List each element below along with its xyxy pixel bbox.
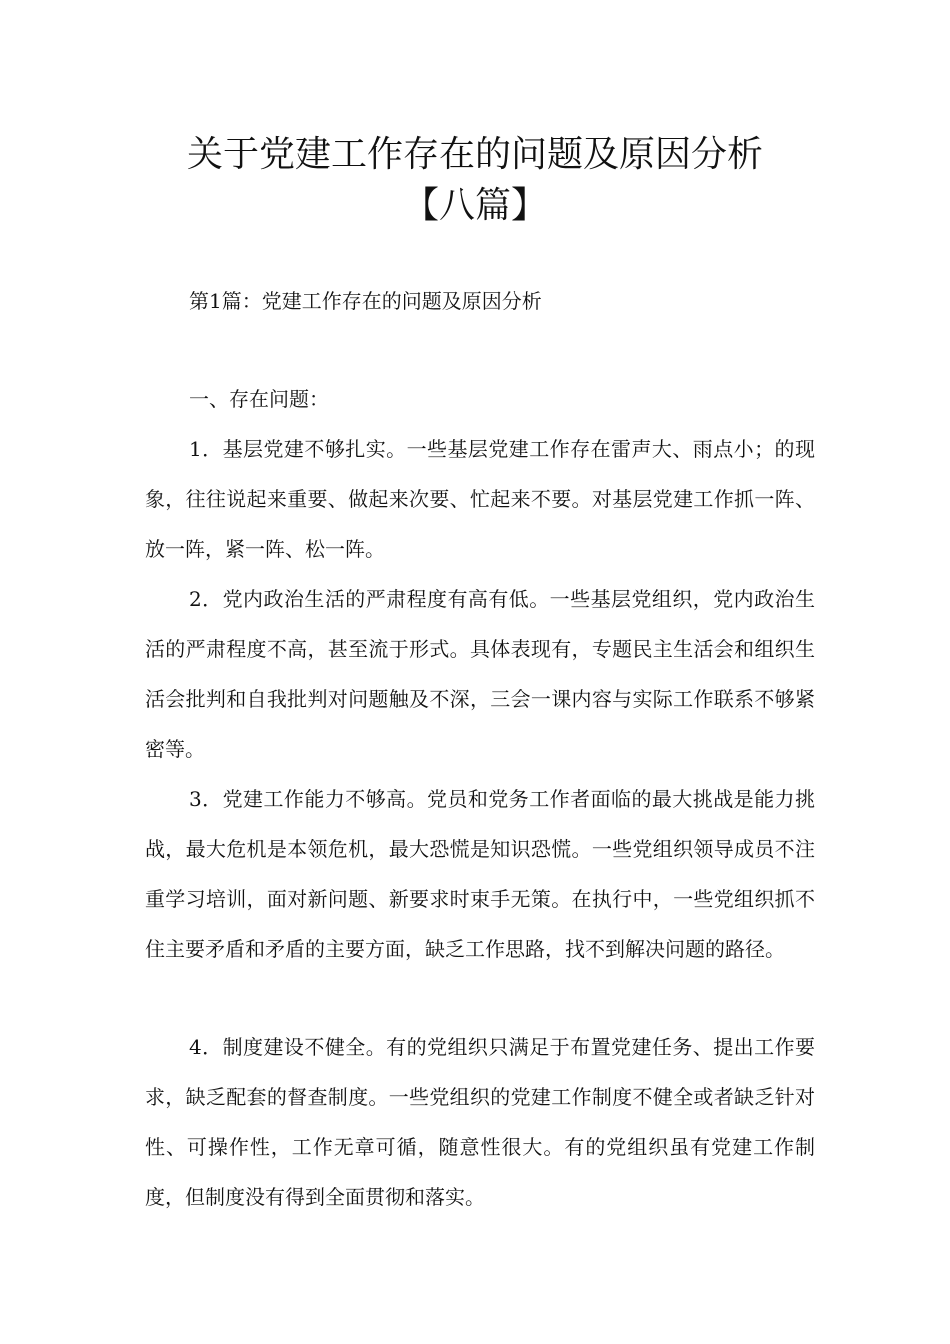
paragraph-2: 2．党内政治生活的严肃程度有高有低。一些基层党组织，党内政治生活的严肃程度不高，甚至流于形式。具体表现有，专题民主生活会和组织生活会批判和自我批判对问题触及不深，三会一课内容与实际工作联系不够紧密等。 bbox=[145, 587, 815, 761]
paragraph-3: 3．党建工作能力不够高。党员和党务工作者面临的最大挑战是能力挑战，最大危机是本领危机，最大恐慌是知识恐慌。一些党组织领导成员不注重学习培训，面对新问题、新要求时束手无策。在执行中，一些党组织抓不住主要矛盾和矛盾的主要方面，缺乏工作思路，找不到解决问题的路径。 bbox=[145, 787, 815, 961]
section-heading: 一、存在问题： bbox=[189, 387, 329, 411]
chapter-subtitle: 第1篇：党建工作存在的问题及原因分析 bbox=[189, 289, 542, 313]
document-title-line2: 【八篇】 bbox=[402, 185, 547, 226]
paragraph-4: 4．制度建设不健全。有的党组织只满足于布置党建任务、提出工作要求，缺乏配套的督查制度。一些党组织的党建工作制度不健全或者缺乏针对性、可操作性，工作无章可循，随意性很大。有的党组织虽有党建工作制度，但制度没有得到全面贯彻和落实。 bbox=[145, 1035, 815, 1209]
paragraph-1: 1．基层党建不够扎实。一些基层党建工作存在雷声大、雨点小；的现象，往往说起来重要、做起来次要、忙起来不要。对基层党建工作抓一阵、放一阵，紧一阵、松一阵。 bbox=[145, 437, 815, 561]
document-title-line1: 关于党建工作存在的问题及原因分析 bbox=[186, 134, 763, 175]
